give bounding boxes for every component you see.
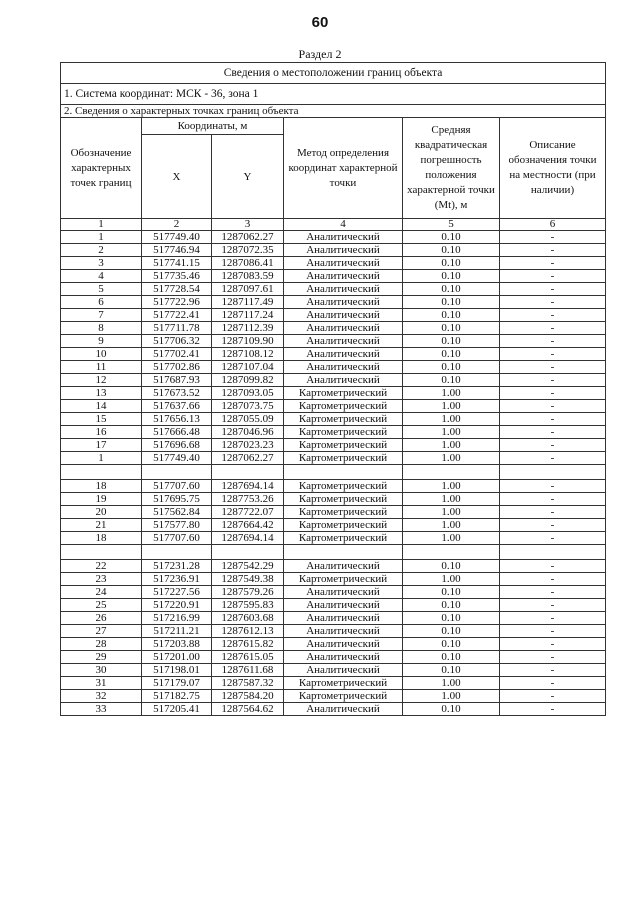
method-cell: Аналитический — [284, 231, 403, 244]
coord-y: 1287086.41 — [212, 257, 284, 270]
coord-x: 517728.54 — [142, 283, 212, 296]
point-number: 5 — [61, 283, 142, 296]
coord-x: 517205.41 — [142, 703, 212, 716]
table-row — [61, 309, 606, 322]
point-number: 1 — [61, 231, 142, 244]
accuracy-cell: 0.10 — [403, 335, 500, 348]
accuracy-cell: 1.00 — [403, 426, 500, 439]
method-cell: Аналитический — [284, 244, 403, 257]
coord-y: 1287062.27 — [212, 231, 284, 244]
method-cell: Аналитический — [284, 612, 403, 625]
point-number: 31 — [61, 677, 142, 690]
method-cell: Аналитический — [284, 309, 403, 322]
table-row — [61, 322, 606, 335]
method-cell: Аналитический — [284, 586, 403, 599]
method-cell: Аналитический — [284, 296, 403, 309]
table-row — [61, 413, 606, 426]
column-number: 2 — [142, 219, 212, 231]
method-cell: Аналитический — [284, 283, 403, 296]
coord-y: 1287612.13 — [212, 625, 284, 638]
method-cell: Картометрический — [284, 400, 403, 413]
coord-x: 517741.15 — [142, 257, 212, 270]
accuracy-cell: 1.00 — [403, 387, 500, 400]
empty-cell — [212, 545, 284, 560]
point-number: 4 — [61, 270, 142, 283]
points-caption: 2. Сведения о характерных точках границ объекта — [61, 105, 606, 118]
accuracy-cell: 1.00 — [403, 532, 500, 545]
table-row — [61, 664, 606, 677]
empty-cell — [284, 465, 403, 480]
empty-cell — [403, 545, 500, 560]
table-row — [61, 400, 606, 413]
table-row — [61, 586, 606, 599]
description-cell: - — [500, 506, 606, 519]
coord-y: 1287587.32 — [212, 677, 284, 690]
coord-y: 1287083.59 — [212, 270, 284, 283]
point-number: 1 — [61, 452, 142, 465]
coord-x: 517749.40 — [142, 452, 212, 465]
table-row — [61, 335, 606, 348]
coord-x: 517227.56 — [142, 586, 212, 599]
column-number: 4 — [284, 219, 403, 231]
coord-y: 1287023.23 — [212, 439, 284, 452]
table-body — [61, 63, 606, 716]
table-row — [61, 532, 606, 545]
table-row — [61, 296, 606, 309]
table-row — [61, 361, 606, 374]
point-number: 2 — [61, 244, 142, 257]
accuracy-cell: 0.10 — [403, 560, 500, 573]
table-row — [61, 690, 606, 703]
coord-y: 1287046.96 — [212, 426, 284, 439]
table-row — [61, 625, 606, 638]
table-row — [61, 439, 606, 452]
coord-x: 517656.13 — [142, 413, 212, 426]
table-row — [61, 270, 606, 283]
coord-x: 517236.91 — [142, 573, 212, 586]
description-cell: - — [500, 374, 606, 387]
method-cell: Картометрический — [284, 519, 403, 532]
coord-x: 517673.52 — [142, 387, 212, 400]
column-number: 1 — [61, 219, 142, 231]
header-y: Y — [212, 135, 284, 219]
method-cell: Аналитический — [284, 270, 403, 283]
description-cell: - — [500, 322, 606, 335]
table-row — [61, 426, 606, 439]
point-number: 19 — [61, 493, 142, 506]
group-separator-row — [61, 465, 606, 480]
coord-x: 517198.01 — [142, 664, 212, 677]
coord-y: 1287753.26 — [212, 493, 284, 506]
table-row — [61, 452, 606, 465]
description-cell: - — [500, 296, 606, 309]
accuracy-cell: 0.10 — [403, 703, 500, 716]
accuracy-cell: 0.10 — [403, 257, 500, 270]
description-cell: - — [500, 573, 606, 586]
header-method: Метод определения координат характерной точки — [284, 118, 403, 219]
column-number-row — [61, 219, 606, 231]
accuracy-cell: 1.00 — [403, 400, 500, 413]
point-number: 32 — [61, 690, 142, 703]
method-cell: Картометрический — [284, 677, 403, 690]
point-number: 17 — [61, 439, 142, 452]
accuracy-cell: 0.10 — [403, 348, 500, 361]
coord-y: 1287542.29 — [212, 560, 284, 573]
accuracy-cell: 0.10 — [403, 625, 500, 638]
description-cell: - — [500, 361, 606, 374]
header-accuracy: Средняя квадратическая погрешность положения характерной точки (Mt), м — [403, 118, 500, 219]
description-cell: - — [500, 625, 606, 638]
description-cell: - — [500, 612, 606, 625]
header-description: Описание обозначения точки на местности (при наличии) — [500, 118, 606, 219]
point-number: 22 — [61, 560, 142, 573]
coord-x: 517702.41 — [142, 348, 212, 361]
coord-x: 517203.88 — [142, 638, 212, 651]
table-row — [61, 374, 606, 387]
coord-x: 517722.41 — [142, 309, 212, 322]
coord-y: 1287072.35 — [212, 244, 284, 257]
coord-x: 517746.94 — [142, 244, 212, 257]
accuracy-cell: 0.10 — [403, 374, 500, 387]
header-coordinates: Координаты, м — [142, 118, 284, 135]
description-cell: - — [500, 560, 606, 573]
accuracy-cell: 0.10 — [403, 309, 500, 322]
accuracy-cell: 0.10 — [403, 270, 500, 283]
accuracy-cell: 1.00 — [403, 493, 500, 506]
coord-x: 517216.99 — [142, 612, 212, 625]
accuracy-cell: 1.00 — [403, 413, 500, 426]
table-row — [61, 573, 606, 586]
empty-cell — [403, 465, 500, 480]
method-cell: Аналитический — [284, 374, 403, 387]
coord-x: 517201.00 — [142, 651, 212, 664]
description-cell: - — [500, 244, 606, 257]
description-cell: - — [500, 586, 606, 599]
coord-y: 1287722.07 — [212, 506, 284, 519]
accuracy-cell: 1.00 — [403, 690, 500, 703]
coord-y: 1287055.09 — [212, 413, 284, 426]
method-cell: Аналитический — [284, 361, 403, 374]
point-number: 8 — [61, 322, 142, 335]
coord-x: 517562.84 — [142, 506, 212, 519]
description-cell: - — [500, 270, 606, 283]
point-number: 11 — [61, 361, 142, 374]
coord-y: 1287093.05 — [212, 387, 284, 400]
method-cell: Аналитический — [284, 335, 403, 348]
description-cell: - — [500, 387, 606, 400]
method-cell: Картометрический — [284, 426, 403, 439]
point-number: 7 — [61, 309, 142, 322]
table-row — [61, 493, 606, 506]
accuracy-cell: 0.10 — [403, 664, 500, 677]
coord-y: 1287107.04 — [212, 361, 284, 374]
point-number: 3 — [61, 257, 142, 270]
page-number: 60 — [311, 14, 329, 31]
empty-cell — [500, 465, 606, 480]
coord-x: 517666.48 — [142, 426, 212, 439]
accuracy-cell: 0.10 — [403, 599, 500, 612]
coord-y: 1287615.05 — [212, 651, 284, 664]
table-row — [61, 638, 606, 651]
coord-y: 1287595.83 — [212, 599, 284, 612]
coord-x: 517735.46 — [142, 270, 212, 283]
point-number: 29 — [61, 651, 142, 664]
accuracy-cell: 1.00 — [403, 506, 500, 519]
coord-x: 517707.60 — [142, 532, 212, 545]
coord-y: 1287579.26 — [212, 586, 284, 599]
point-number: 13 — [61, 387, 142, 400]
point-number: 10 — [61, 348, 142, 361]
empty-cell — [212, 465, 284, 480]
method-cell: Аналитический — [284, 348, 403, 361]
accuracy-cell: 1.00 — [403, 573, 500, 586]
coord-x: 517220.91 — [142, 599, 212, 612]
column-number: 5 — [403, 219, 500, 231]
coord-y: 1287664.42 — [212, 519, 284, 532]
coord-y: 1287109.90 — [212, 335, 284, 348]
point-number: 18 — [61, 532, 142, 545]
description-cell: - — [500, 703, 606, 716]
point-number: 26 — [61, 612, 142, 625]
coord-y: 1287099.82 — [212, 374, 284, 387]
table-title: Сведения о местоположении границ объекта — [61, 63, 606, 84]
coord-x: 517179.07 — [142, 677, 212, 690]
method-cell: Аналитический — [284, 322, 403, 335]
coord-y: 1287694.14 — [212, 480, 284, 493]
table-row — [61, 231, 606, 244]
accuracy-cell: 1.00 — [403, 677, 500, 690]
empty-cell — [142, 545, 212, 560]
method-cell: Картометрический — [284, 480, 403, 493]
description-cell: - — [500, 532, 606, 545]
column-number: 3 — [212, 219, 284, 231]
coord-x: 517711.78 — [142, 322, 212, 335]
description-cell: - — [500, 283, 606, 296]
coord-y: 1287112.39 — [212, 322, 284, 335]
table-row — [61, 480, 606, 493]
coord-x: 517749.40 — [142, 231, 212, 244]
coord-y: 1287097.61 — [212, 283, 284, 296]
table-row — [61, 283, 606, 296]
description-cell: - — [500, 638, 606, 651]
method-cell: Картометрический — [284, 439, 403, 452]
coord-x: 517707.60 — [142, 480, 212, 493]
boundary-points-table — [60, 62, 606, 716]
description-cell: - — [500, 309, 606, 322]
coord-system: 1. Система координат: МСК - 36, зона 1 — [61, 84, 606, 105]
method-cell: Картометрический — [284, 532, 403, 545]
point-number: 20 — [61, 506, 142, 519]
column-number: 6 — [500, 219, 606, 231]
accuracy-cell: 0.10 — [403, 231, 500, 244]
coord-y: 1287117.49 — [212, 296, 284, 309]
coord-y: 1287584.20 — [212, 690, 284, 703]
coord-y: 1287108.12 — [212, 348, 284, 361]
description-cell: - — [500, 651, 606, 664]
point-number: 28 — [61, 638, 142, 651]
coord-y: 1287549.38 — [212, 573, 284, 586]
description-cell: - — [500, 400, 606, 413]
table-row — [61, 703, 606, 716]
section-label: Раздел 2 — [298, 47, 342, 61]
method-cell: Аналитический — [284, 651, 403, 664]
method-cell: Картометрический — [284, 493, 403, 506]
point-number: 21 — [61, 519, 142, 532]
description-cell: - — [500, 335, 606, 348]
point-number: 23 — [61, 573, 142, 586]
point-number: 14 — [61, 400, 142, 413]
table-title-row — [61, 63, 606, 84]
group-separator-row — [61, 545, 606, 560]
coord-system-row — [61, 84, 606, 105]
method-cell: Картометрический — [284, 573, 403, 586]
method-cell: Аналитический — [284, 257, 403, 270]
accuracy-cell: 0.10 — [403, 586, 500, 599]
table-row — [61, 677, 606, 690]
header-designation: Обозначение характерных точек границ — [61, 118, 142, 219]
accuracy-cell: 0.10 — [403, 322, 500, 335]
empty-cell — [500, 545, 606, 560]
table-row — [61, 651, 606, 664]
header-row-1 — [61, 118, 606, 135]
coord-x: 517231.28 — [142, 560, 212, 573]
accuracy-cell: 1.00 — [403, 519, 500, 532]
accuracy-cell: 0.10 — [403, 361, 500, 374]
empty-cell — [61, 545, 142, 560]
coord-y: 1287611.68 — [212, 664, 284, 677]
table-row — [61, 519, 606, 532]
accuracy-cell: 1.00 — [403, 439, 500, 452]
method-cell: Аналитический — [284, 599, 403, 612]
coord-y: 1287073.75 — [212, 400, 284, 413]
coord-x: 517702.86 — [142, 361, 212, 374]
coord-x: 517577.80 — [142, 519, 212, 532]
accuracy-cell: 0.10 — [403, 638, 500, 651]
description-cell: - — [500, 664, 606, 677]
table-row — [61, 599, 606, 612]
method-cell: Аналитический — [284, 703, 403, 716]
coord-x: 517695.75 — [142, 493, 212, 506]
coord-x: 517706.32 — [142, 335, 212, 348]
accuracy-cell: 0.10 — [403, 283, 500, 296]
point-number: 12 — [61, 374, 142, 387]
accuracy-cell: 0.10 — [403, 244, 500, 257]
points-caption-row — [61, 105, 606, 118]
description-cell: - — [500, 599, 606, 612]
description-cell: - — [500, 257, 606, 270]
description-cell: - — [500, 493, 606, 506]
point-number: 9 — [61, 335, 142, 348]
method-cell: Аналитический — [284, 625, 403, 638]
table-row — [61, 348, 606, 361]
point-number: 33 — [61, 703, 142, 716]
method-cell: Картометрический — [284, 452, 403, 465]
description-cell: - — [500, 439, 606, 452]
point-number: 25 — [61, 599, 142, 612]
description-cell: - — [500, 677, 606, 690]
accuracy-cell: 1.00 — [403, 452, 500, 465]
empty-cell — [142, 465, 212, 480]
coord-y: 1287603.68 — [212, 612, 284, 625]
coord-x: 517637.66 — [142, 400, 212, 413]
table-row — [61, 506, 606, 519]
point-number: 27 — [61, 625, 142, 638]
table-row — [61, 612, 606, 625]
point-number: 16 — [61, 426, 142, 439]
table-row — [61, 257, 606, 270]
table-row — [61, 560, 606, 573]
coord-x: 517696.68 — [142, 439, 212, 452]
description-cell: - — [500, 348, 606, 361]
coord-y: 1287062.27 — [212, 452, 284, 465]
description-cell: - — [500, 480, 606, 493]
header-x: X — [142, 135, 212, 219]
point-number: 30 — [61, 664, 142, 677]
empty-cell — [284, 545, 403, 560]
point-number: 24 — [61, 586, 142, 599]
description-cell: - — [500, 231, 606, 244]
description-cell: - — [500, 452, 606, 465]
coord-y: 1287694.14 — [212, 532, 284, 545]
method-cell: Аналитический — [284, 560, 403, 573]
description-cell: - — [500, 690, 606, 703]
point-number: 15 — [61, 413, 142, 426]
accuracy-cell: 0.10 — [403, 296, 500, 309]
description-cell: - — [500, 519, 606, 532]
coord-x: 517211.21 — [142, 625, 212, 638]
method-cell: Картометрический — [284, 690, 403, 703]
method-cell: Аналитический — [284, 664, 403, 677]
table-row — [61, 244, 606, 257]
accuracy-cell: 0.10 — [403, 651, 500, 664]
coord-y: 1287564.62 — [212, 703, 284, 716]
method-cell: Картометрический — [284, 387, 403, 400]
point-number: 18 — [61, 480, 142, 493]
accuracy-cell: 1.00 — [403, 480, 500, 493]
description-cell: - — [500, 426, 606, 439]
coord-x: 517182.75 — [142, 690, 212, 703]
accuracy-cell: 0.10 — [403, 612, 500, 625]
method-cell: Картометрический — [284, 413, 403, 426]
coord-y: 1287615.82 — [212, 638, 284, 651]
description-cell: - — [500, 413, 606, 426]
coord-x: 517687.93 — [142, 374, 212, 387]
point-number: 6 — [61, 296, 142, 309]
coord-y: 1287117.24 — [212, 309, 284, 322]
table-row — [61, 387, 606, 400]
coord-x: 517722.96 — [142, 296, 212, 309]
method-cell: Картометрический — [284, 506, 403, 519]
method-cell: Аналитический — [284, 638, 403, 651]
empty-cell — [61, 465, 142, 480]
